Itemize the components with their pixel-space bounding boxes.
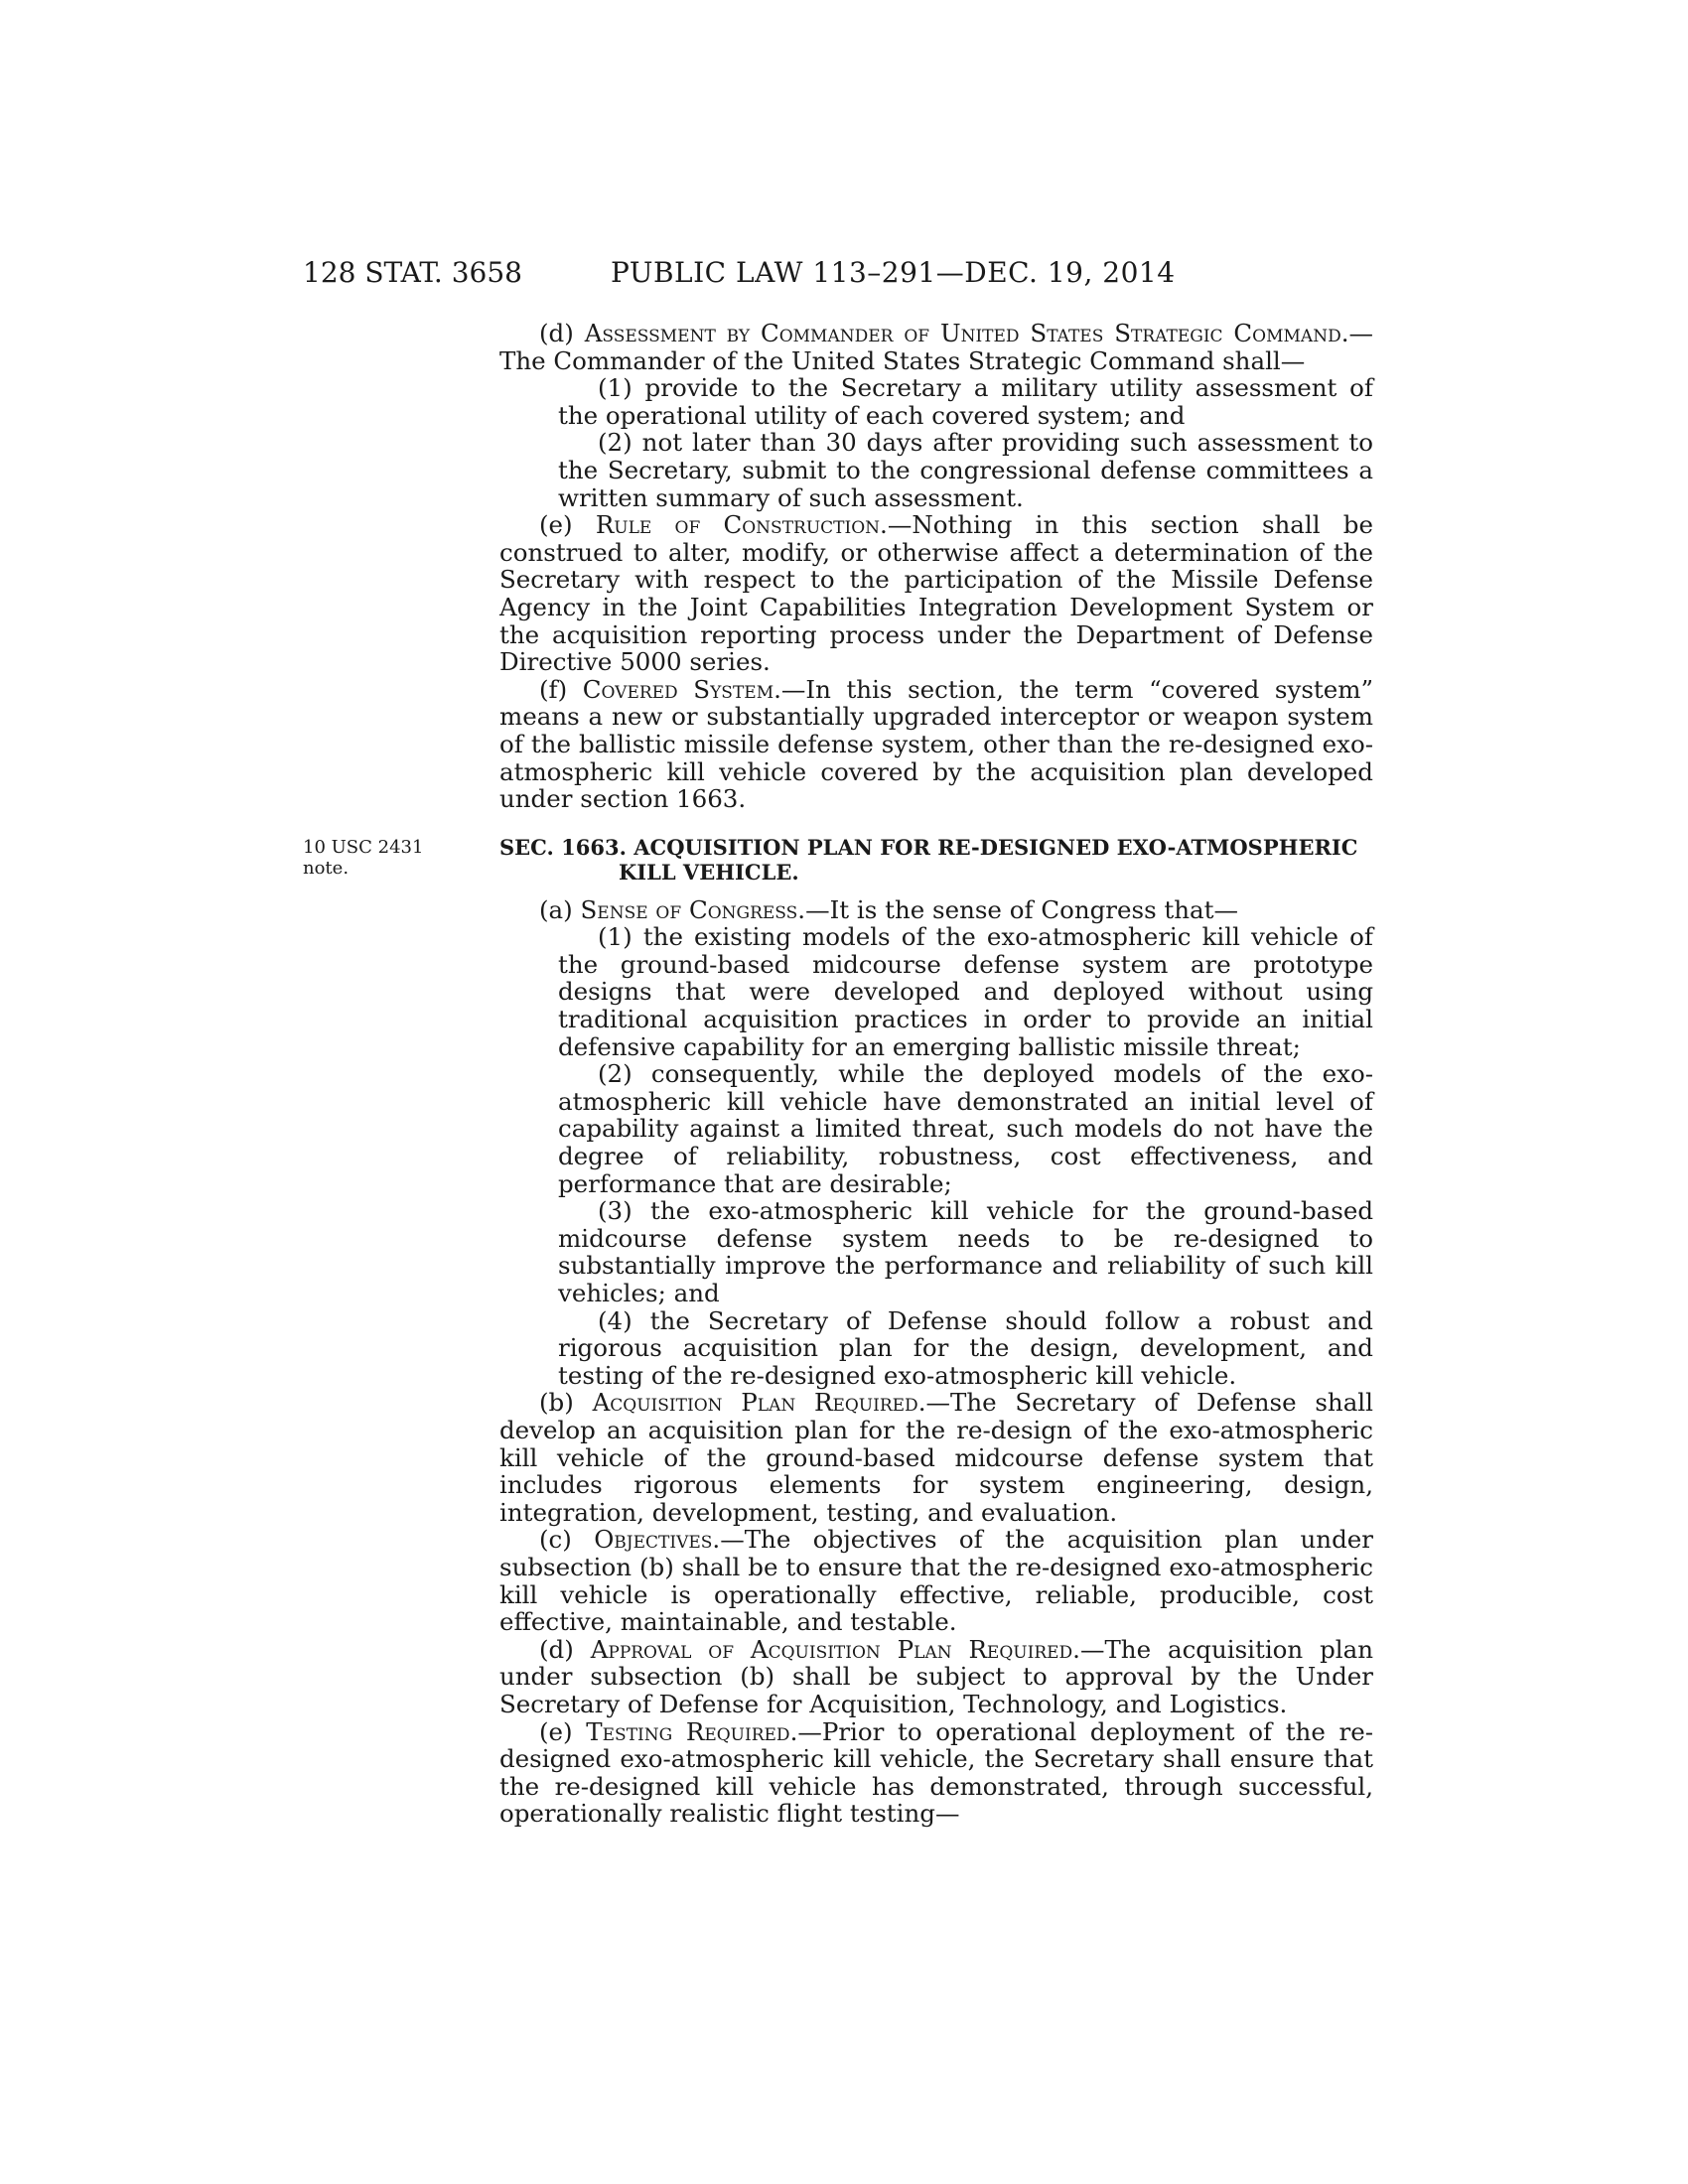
subsection-heading: Objectives xyxy=(594,1525,713,1555)
subsection-heading: Covered System xyxy=(582,674,774,704)
section-heading-line1: SEC. 1663. ACQUISITION PLAN FOR RE-DESIGNED EXO-ATMOSPHERIC xyxy=(499,834,1358,860)
paragraph-a4: (4) the Secretary of Defense should follow a robust and rigorous acquisition plan for the design, development, and testing of the re-designed exo-atmospheric kill vehicle. xyxy=(558,1305,1373,1390)
paragraph-a1: (1) the existing models of the exo-atmospheric kill vehicle of the ground-based midcourse defense system are prototype designs that were developed and deployed without using traditional acquisition practices in order to provide an initial defensive capability for an emerging ballistic missile threat; xyxy=(558,922,1373,1061)
public-law-title: PUBLIC LAW 113–291—DEC. 19, 2014 xyxy=(611,256,1176,289)
page-stat-citation: 128 STAT. 3658 xyxy=(303,256,522,289)
subsection-b-acquisition-plan: (b) Acquisition Plan Required.—The Secretary of Defense shall develop an acquisition plan for the re-design of the exo-atmospheric kill vehicle of the ground-based midcourse defense system that includes rigorous elements for system engineering, design, integration, development, testing, and evaluation. xyxy=(499,1388,1373,1527)
paragraph-d2: (2) not later than 30 days after providing such assessment to the Secretary, submit to the congressional defense committees a written summary of such assessment. xyxy=(558,428,1373,512)
paragraph-a3: (3) the exo-atmospheric kill vehicle for the ground-based midcourse defense system needs to be re-designed to substantially improve the performance and reliability of such kill vehicles; and xyxy=(558,1196,1373,1307)
subsection-d-approval: (d) Approval of Acquisition Plan Required.—The acquisition plan under subsection (b) shall be subject to approval by the Under Secretary of Defense for Acquisition, Technology, and Logistics. xyxy=(499,1634,1373,1718)
page-header xyxy=(303,256,1296,296)
subsection-heading: Testing Required xyxy=(586,1716,790,1746)
margin-note: 10 USC 2431 note. xyxy=(303,836,424,879)
subsection-f-covered-system: (f) Covered System.—In this section, the term “covered system” means a new or substantially upgraded interceptor or weapon system of the ballistic missile defense system, other than the re-designed exo-atmospheric kill vehicle covered by the acquisition plan developed under section 1663. xyxy=(499,674,1373,814)
paragraph-d1: (1) provide to the Secretary a military utility assessment of the operational utility of each covered system; and xyxy=(558,373,1373,430)
section-heading-line2: KILL VEHICLE. xyxy=(619,859,799,885)
subsection-d-assessment: (d) Assessment by Commander of United States Strategic Command.—The Commander of the United States Strategic Command shall— xyxy=(499,319,1374,375)
subsection-heading: Rule of Construction xyxy=(595,510,881,540)
subsection-e-rule-of-construction: (e) Rule of Construction.—Nothing in this section shall be construed to alter, modify, or otherwise affect a determination of the Secretary with respect to the participation of the Missile Defense Agency in the Joint Capabilities Integration Development System or the acquisition reporting process under the Department of Defense Directive 5000 series. xyxy=(499,510,1373,677)
subsection-c-objectives: (c) Objectives.—The objectives of the acquisition plan under subsection (b) shall be to ensure that the re-designed exo-atmospheric kill vehicle is operationally effective, reliable, producible, cost effective, maintainable, and testable. xyxy=(499,1525,1373,1637)
subsection-heading: Approval of Acquisition Plan Required xyxy=(590,1634,1073,1664)
section-1663-heading xyxy=(303,834,1373,885)
subsection-a-sense-of-congress: (a) Sense of Congress.—It is the sense of Congress that— xyxy=(539,894,1239,924)
subsection-heading: Assessment by Commander of United States Strategic Command xyxy=(584,319,1341,347)
subsection-heading: Acquisition Plan Required xyxy=(592,1388,918,1418)
document-body xyxy=(303,319,1374,1829)
paragraph-a2: (2) consequently, while the deployed models of the exo-atmospheric kill vehicle have demonstrated an initial level of capability against a limited threat, such models do not have the degree of reliability, robustness, cost effectiveness, and performance that are desirable; xyxy=(558,1059,1373,1198)
subsection-heading: Sense of Congress xyxy=(580,894,798,924)
subsection-e-testing: (e) Testing Required.—Prior to operational deployment of the re-designed exo-atmospheric kill vehicle, the Secretary shall ensure that the re-designed kill vehicle has demonstrated, through successful, operationally realistic flight testing— xyxy=(499,1716,1373,1829)
